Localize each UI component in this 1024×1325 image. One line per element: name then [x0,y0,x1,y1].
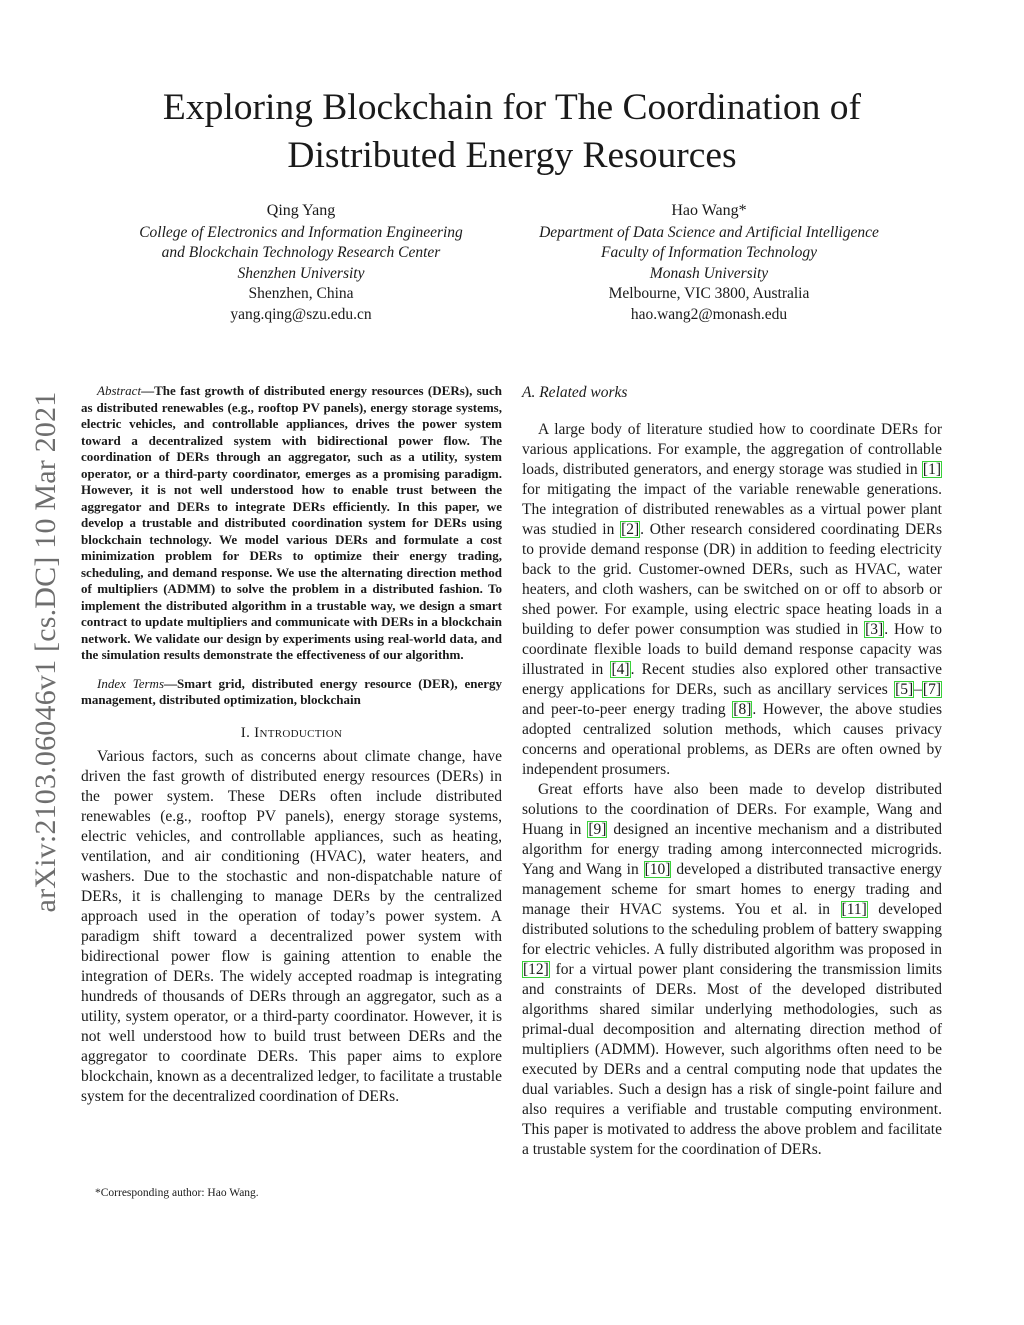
abstract-text: —The fast growth of distributed energy resources (DERs), such as distributed renewables (e.g., rooftop PV panels), energy storage systems, electric vehicles, and controllable appliances, drives the power system toward a decentralized system with bidirectional power flow. The coordination of DERs through an aggregator, such as a utility, system operator, or a third-party coordinator, emerges as a promising paradigm. However, it is not well understood how to enable trust between the aggregator and DERs to integrate DERs efficiently. In this paper, we develop a trustable and distributed coordination system for DERs using blockchain technology. We model various DERs and formulate a cost minimization problem for DERs to optimize their energy trading, scheduling, and demand response. We use the alternating direction method of multipliers (ADMM) to solve the problem in a distributed fashion. To implement the distributed algorithm in a trustable way, we design a smart contract to update multipliers and communicate with DERs in a blockchain network. We validate our design by experiments using real-world data, and the simulation results demonstrate the effectiveness of our algorithm. [81,383,502,662]
paragraph-text: designed an incentive mechanism and a distributed algorithm for energy trading among interconnected microgrids. Yang and Wang in [522,821,942,878]
paragraph-text: . Other research considered coordinating DERs to provide demand response (DR) in addition to feeding electricity back to the grid. Customer-owned DERs, such as HVAC, water heaters, and cloth washers, can be switched on or off to absorb or shed power. For example, using electric space heating loads in a building to defer power consumption was studied in [522,521,943,638]
paragraph-text: . However, the above studies adopted centralized solution methods, which causes privacy concerns and operational problems, as DERs are often owned by independent prosumers. [522,701,942,778]
citation-link[interactable]: [11] [841,901,867,918]
citation-link[interactable]: [1] [922,461,941,478]
citation-link[interactable]: [7] [922,681,941,698]
section-heading-introduction: I. Introduction [240,724,343,741]
paragraph-text: developed distributed solutions to the scheduling problem of battery swapping for electric vehicles. A fully distributed algorithm was proposed in [522,901,942,958]
left-column [81,383,502,1107]
paragraph-text: . Recent studies also explored other transactive energy applications for DERs, such as ancillary services [522,661,943,698]
subsection-heading-related-works: A. Related works [522,384,628,401]
paragraph-text: developed a distributed transactive energy management scheme for smart homes to energy trading and manage their HVAC systems. You et al. in [522,861,942,918]
citation-link[interactable]: [3] [865,621,884,638]
abstract-label: Abstract [97,383,142,398]
paragraph-text: . How to coordinate flexible loads to build demand response capacity was illustrated in [522,621,942,678]
author-location: Melbourne, VIC 3800, Australia [608,285,810,302]
paragraph-text: and peer-to-peer energy trading [522,701,733,718]
author-block-2 [508,201,910,325]
related-works-paragraph-1 [522,420,942,780]
related-works-paragraph-2 [522,780,942,1160]
author-email: hao.wang2@monash.edu [630,305,788,323]
author-email: yang.qing@szu.edu.cn [230,305,372,323]
arxiv-identifier-text: arXiv:2103.06046v1 [cs.DC] 10 Mar 2021 [29,391,62,913]
introduction-paragraph: Various factors, such as concerns about climate change, have driven the fast growth of distributed energy resources (DERs) in the power system. These DERs often include distributed renewables (e.g., rooftop PV panels), energy storage systems, electric vehicles, and controllable appliances, such as heating, ventilation, and air conditioning (HVAC), water heaters, and washers. Due to the stochastic and non-dispatchable nature of DERs, it is challenging to manage DERs by the centralized approach used in the operation of today’s power system. A paradigm shift toward a decentralized power system with bidirectional power flow is gaining attention to enable the integration of DERs. The widely accepted roadmap is integrating hundreds of thousands of DERs through an aggregator, such as a utility, system operator, or a third-party coordinator. However, it is not well understood how to build trust between DERs and the aggregator to coordinate DERs. This paper aims to explore blockchain, known as a decentralized ledger, to facilitate a trustable system for the decentralized coordination of DERs. [81,747,502,1105]
author-affiliation: Department of Data Science and Artificial Intelligence [539,223,879,241]
citation-link[interactable]: [5] [895,681,914,698]
footnote: *Corresponding author: Hao Wang. [95,1187,259,1199]
author-institution: Shenzhen University [237,264,365,282]
paragraph-text: for a virtual power plant considering the transmission limits and constraints of DERs. Most of the developed distributed algorithms shared similar underlying methodologies, such as primal-dual decomposition and alternating direction method of multipliers (ADMM). However, such algorithms often need to be executed by DERs and a central computing node that updates the dual variables. Such a design has a risk of single-point failure and also requires a verifiable and trustable computing environment. This paper is motivated to address the above problem and facilitate a trustable system for the coordination of DERs. [522,961,942,1158]
arxiv-identifier-stamp [26,352,66,952]
citation-link[interactable]: [12] [523,961,549,978]
paragraph-text: A large body of literature studied how to coordinate DERs for various applications. For example, the aggregation of controllable loads, distributed generators, and energy storage was studied in [522,421,942,478]
author-name: Hao Wang* [671,202,747,219]
index-terms [81,676,502,709]
paper-title: Exploring Blockchain for The Coordination of Distributed Energy Resources [162,87,862,176]
paragraph-text: – [914,681,922,698]
paragraph-text: Great efforts have also been made to develop distributed solutions to the coordination of DERs. For example, Wang and Huang in [522,781,942,838]
author-name: Qing Yang [266,202,336,219]
index-terms-label: Index Terms [97,675,165,691]
author-block-1 [100,201,502,325]
index-terms-text: —Smart grid, distributed energy resource (DER), energy management, distributed optimization, blockchain [81,675,502,707]
citation-link[interactable]: [8] [733,701,752,718]
abstract [81,383,502,664]
citation-link[interactable]: [9] [588,821,607,838]
citation-link[interactable]: [4] [611,661,630,678]
citation-link[interactable]: [10] [644,861,671,878]
citation-link[interactable]: [2] [621,521,640,538]
paragraph-text: for mitigating the impact of the variable renewable generations. The integration of distributed renewables as a virtual power plant was studied in [522,481,942,538]
author-affiliation: College of Electronics and Information Engineering [139,223,463,241]
author-affiliation: Faculty of Information Technology [601,244,817,261]
author-affiliation: and Blockchain Technology Research Center [161,244,441,261]
author-institution: Monash University [649,264,769,282]
right-column [522,383,942,1160]
author-location: Shenzhen, China [248,285,354,302]
